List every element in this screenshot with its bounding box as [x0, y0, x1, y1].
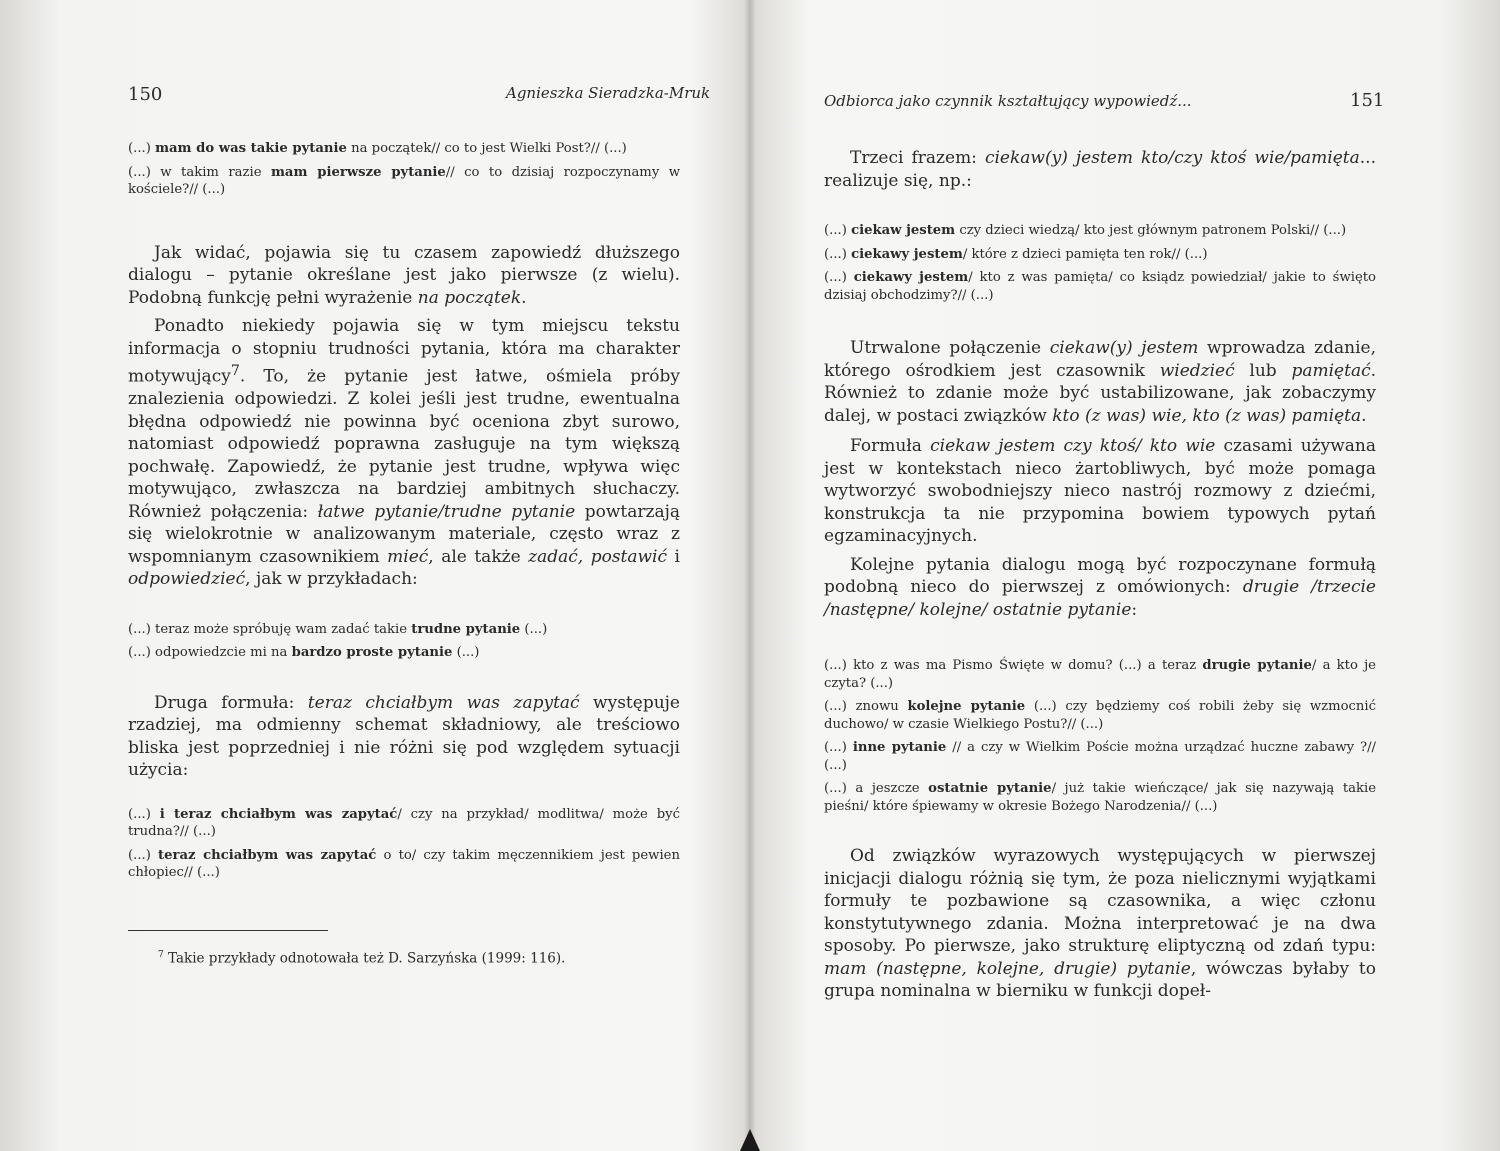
paragraph: Formuła ciekaw jestem czy ktoś/ kto wie czasami używana jest w kontekstach nieco żartobliwych, być może pomaga wytworzyć swobodniejszy nieco nastrój rozmowy z dziećmi, konstrukcja ta nie przypomina bowiem typowych pytań egzaminacyjnych.: [824, 436, 1376, 546]
examples-ciekaw: [824, 222, 1376, 304]
example: (...) ciekawy jestem/ które z dzieci pamięta ten rok// (...): [824, 246, 1208, 262]
examples-pytanie: [824, 657, 1376, 815]
right-body: [824, 147, 1376, 1003]
example: (...) ciekaw jestem czy dzieci wiedzą/ kto jest głównym patronem Polski// (...): [824, 223, 1347, 238]
right-page-number: 151: [1350, 90, 1385, 111]
spine-shadow: [740, 1129, 760, 1151]
paragraph: Trzeci frazem: ciekaw(y) jestem kto/czy ktoś wie/pamięta... realizuje się, np.:: [824, 148, 1376, 191]
examples-mid: [128, 621, 680, 662]
example: (...) i teraz chciałbym was zapytać/ czy na przykład/ modlitwa/ może być trudna?// (...): [128, 806, 680, 840]
example: (...) mam do was takie pytanie na początek// co to jest Wielki Post?// (...): [128, 141, 627, 156]
left-page-number: 150: [128, 84, 163, 105]
left-page: [0, 0, 748, 1151]
example: (...) a jeszcze ostatnie pytanie/ już takie wieńczące/ jak się nazywają takie pieśni/ które śpiewamy w okresie Bożego Narodzenia// (...): [824, 781, 1376, 814]
example: (...) teraz może spróbuję wam zadać takie trudne pytanie (...): [128, 621, 548, 637]
examples-top: [128, 140, 680, 199]
paragraph: Kolejne pytania dialogu mogą być rozpoczynane formułą podobną nieco do pierwszej z omówionych: drugie /trzecie /następne/ kolejne/ ostatnie pytanie:: [824, 554, 1376, 620]
left-running-head: Agnieszka Sieradzka-Mruk: [506, 84, 711, 102]
right-page: [752, 0, 1500, 1151]
left-body: [128, 140, 680, 882]
paragraph: Od związków wyrazowych występujących w pierwszej inicjacji dialogu różnią się tym, że poza nielicznymi wyjątkami formuły te pozbawione są czasownika, a więc członu konstytutywnego zdania. Można interpretować je na dwa sposoby. Po pierwsze, jako strukturę eliptyczną od zdań typu: mam (następne, kolejne, drugie) pytanie, wówczas byłaby to grupa nominalna w bierniku w funkcji dopeł-: [824, 846, 1376, 1001]
example: (...) teraz chciałbym was zapytać o to/ czy takim męczennikiem jest pewien chłopiec// (...): [128, 847, 680, 881]
example: (...) inne pytanie // a czy w Wielkim Poście można urządzać huczne zabawy ?// (...): [824, 740, 1376, 773]
examples-bottom: [128, 806, 680, 882]
paragraph: Utrwalone połączenie ciekaw(y) jestem wprowadza zdanie, którego ośrodkiem jest czasownik wiedzieć lub pamiętać. Również to zdanie może być ustabilizowane, jak zobaczymy dalej, w postaci związków kto (z was) wie, kto (z was) pamięta.: [824, 338, 1377, 426]
example: (...) odpowiedzcie mi na bardzo proste pytanie (...): [128, 645, 480, 661]
paragraph: Jak widać, pojawia się tu czasem zapowiedź dłuższego dialogu – pytanie określane jest jako pierwsze (z wielu). Podobną funkcję pełni wyrażenie na początek.: [128, 242, 680, 308]
footnote-rule: [128, 930, 328, 931]
footnote: $^7$ Takie przykłady odnotowała też D. Sarzyńska (1999: 116).: [158, 950, 566, 967]
example: (...) w takim razie mam pierwsze pytanie// co to dzisiaj rozpoczynamy w kościele?// (...): [128, 164, 680, 197]
example: (...) kto z was ma Pismo Święte w domu? (...) a teraz drugie pytanie/ a kto je czyta? (...): [824, 658, 1376, 691]
paragraph: Ponadto niekiedy pojawia się w tym miejscu tekstu informacja o stopniu trudności pytania, która ma charakter motywujący$^7$. To, że pytanie jest łatwe, ośmiela próby znalezienia odpowiedzi. Z kolei jeśli jest trudne, ewentualna błędna odpowiedź nie powinna być oceniona zbyt surowo, natomiast odpowiedź poprawna zasługuje na tym większą pochwałę. Zapowiedź, że pytanie jest trudne, wpływa więc motywująco, zwłaszcza na bardziej ambitnych słuchaczy. Również połączenia: łatwe pytanie/trudne pytanie powtarzają się wielokrotnie w analizowanym materiale, często wraz z wspomnianym czasownikiem mieć, ale także zadać, postawić i odpowiedzieć, jak w przykładach:: [128, 316, 680, 590]
paragraph: Druga formuła: teraz chciałbym was zapytać występuje rzadziej, ma odmienny schemat składniowy, ale treściowo bliska jest poprzedniej i nie różni się pod względem sytuacji użycia:: [128, 692, 680, 781]
right-running-head: Odbiorca jako czynnik kształtujący wypowiedź...: [824, 92, 1192, 110]
example: (...) znowu kolejne pytanie (...) czy będziemy coś robili żeby się wzmocnić duchowo/ w czasie Wielkiego Postu?// (...): [824, 699, 1377, 732]
example: (...) ciekawy jestem/ kto z was pamięta/ co ksiądz powiedział/ jakie to święto dzisiaj obchodzimy?// (...): [824, 270, 1376, 303]
